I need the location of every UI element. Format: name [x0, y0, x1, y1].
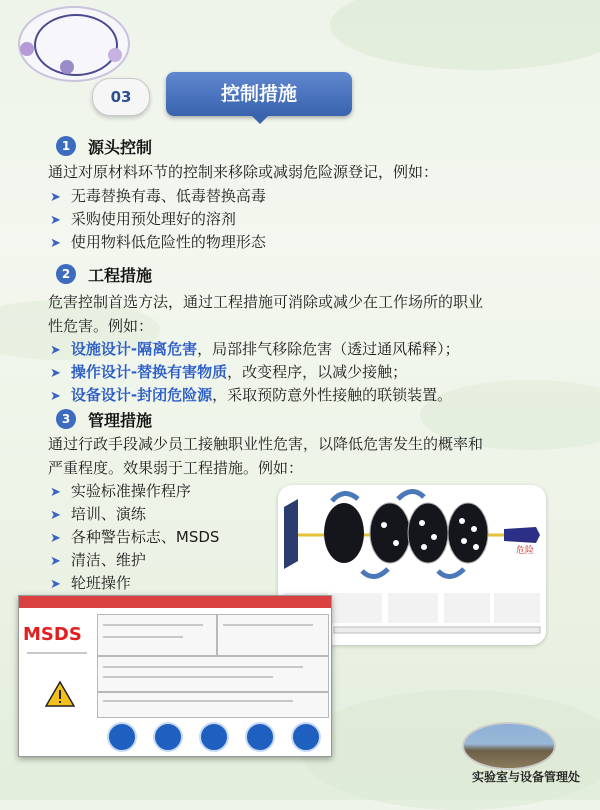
part-2-intro-line: 危害控制首选方法，通过工程措施可消除或减少在工作场所的职业	[48, 293, 484, 311]
ppe-icon	[245, 722, 275, 752]
msds-text-line	[103, 676, 273, 678]
flower-icon	[108, 48, 122, 62]
diagram-caption-block	[494, 593, 540, 623]
msds-table-cell	[217, 614, 329, 656]
part-number-badge: 1	[56, 136, 76, 156]
rotation-arrow	[362, 569, 388, 577]
barrier-disc	[448, 503, 488, 563]
disc-hole	[459, 518, 465, 524]
danger-label: 危险	[516, 546, 535, 556]
arrow-right-icon: ➤	[50, 213, 61, 228]
list-item	[50, 384, 452, 408]
msds-text-line	[223, 624, 313, 626]
msds-table-cell	[97, 656, 329, 692]
part-title: 管理措施	[88, 410, 153, 430]
barrier-disc	[370, 503, 410, 563]
list-item-text: 培训、演练	[70, 505, 146, 523]
arrow-right-icon: ➤	[50, 577, 61, 592]
hazard-arrowhead	[504, 527, 540, 543]
list-item	[50, 503, 146, 527]
msds-sheet-image	[18, 595, 332, 757]
part-3-intro-line: 通过行政手段减少员工接触职业性危害，以降低危害发生的概率和	[48, 435, 484, 453]
list-item	[50, 208, 236, 232]
section-title-banner: 控制措施	[166, 72, 352, 116]
arrow-right-icon: ➤	[50, 485, 61, 500]
list-item	[50, 549, 146, 573]
disc-hole	[421, 544, 427, 550]
disc-hole	[461, 538, 467, 544]
arrow-right-icon: ➤	[50, 554, 61, 569]
part-1-heading	[56, 134, 152, 158]
diagram-caption-block	[444, 593, 490, 623]
source-wall	[284, 499, 298, 569]
disc-hole	[431, 534, 437, 540]
arrow-right-icon: ➤	[50, 366, 61, 381]
barrier-disc	[408, 503, 448, 563]
rotation-arrow	[332, 493, 358, 501]
part-3-heading	[56, 407, 152, 431]
arrow-right-icon: ➤	[50, 343, 61, 358]
arrow-right-icon: ➤	[50, 508, 61, 523]
banner-pointer	[250, 114, 270, 124]
list-item-text: ，局部排气移除危害（透过通风稀释）；	[197, 340, 460, 358]
list-item-text: 无毒替换有毒、低毒替换高毒	[70, 187, 266, 205]
section-number: 03	[92, 78, 150, 116]
part-title: 源头控制	[88, 137, 153, 157]
arrow-right-icon: ➤	[50, 190, 61, 205]
list-item-text: 轮班操作	[70, 574, 131, 592]
disc-hole	[381, 522, 387, 528]
part-title: 工程措施	[88, 265, 153, 285]
list-item	[50, 231, 266, 255]
hazard-warning-icon	[45, 680, 75, 708]
flower-icon	[60, 60, 74, 74]
ppe-icon	[199, 722, 229, 752]
part-1-intro: 通过对原材料环节的控制来移除或减弱危险源登记，例如：	[48, 163, 439, 181]
logo-ring	[34, 14, 118, 76]
university-logo	[18, 6, 130, 82]
arrow-right-icon: ➤	[50, 389, 61, 404]
disc-hole	[473, 544, 479, 550]
list-item-text: ，采取预防意外性接触的联锁装置。	[212, 386, 453, 404]
list-item	[50, 361, 407, 385]
msds-text-line	[103, 624, 203, 626]
list-item	[50, 185, 266, 209]
msds-label: MSDS	[23, 624, 82, 645]
ppe-icon	[291, 722, 321, 752]
list-item-highlight: 设备设计-封闭危险源	[70, 386, 213, 404]
rotation-arrow	[438, 569, 464, 577]
arrow-right-icon: ➤	[50, 531, 61, 546]
list-item	[50, 572, 131, 596]
msds-text-line	[27, 652, 87, 654]
ppe-icon	[153, 722, 183, 752]
disc-hole	[419, 520, 425, 526]
part-3-intro-line: 严重程度。效果弱于工程措施。例如：	[48, 459, 304, 477]
msds-text-line	[103, 666, 303, 668]
diagram-caption-block	[388, 593, 438, 623]
disc-hole	[393, 540, 399, 546]
msds-table-cell	[97, 692, 329, 718]
diagram-scale-bar	[334, 627, 540, 633]
list-item-text: 使用物料低危险性的物理形态	[70, 233, 266, 251]
part-2-heading	[56, 262, 152, 286]
campus-gate-photo	[462, 722, 556, 770]
list-item	[50, 526, 219, 550]
msds-text-line	[103, 700, 293, 702]
ppe-icon	[107, 722, 137, 752]
part-number-badge: 2	[56, 264, 76, 284]
list-item-text: 实验标准操作程序	[70, 482, 191, 500]
arrow-right-icon: ➤	[50, 236, 61, 251]
list-item	[50, 480, 191, 504]
department-name: 实验室与设备管理处	[471, 770, 580, 784]
part-2-intro-line: 性危害。例如：	[48, 317, 154, 335]
msds-text-line	[103, 636, 183, 638]
list-item-text: 各种警告标志、MSDS	[70, 528, 220, 546]
flower-icon	[20, 42, 34, 56]
part-number-badge: 3	[56, 409, 76, 429]
list-item-text: ，改变程序，以减少接触；	[227, 363, 408, 381]
diagram-caption-block	[332, 593, 382, 623]
list-item	[50, 338, 460, 362]
list-item-highlight: 操作设计-替换有害物质	[70, 363, 228, 381]
disc-hole	[471, 526, 477, 532]
list-item-text: 采购使用预处理好的溶剂	[70, 210, 236, 228]
list-item-highlight: 设施设计-隔离危害	[70, 340, 198, 358]
mist-decoration	[330, 0, 600, 70]
msds-table-cell	[97, 614, 217, 656]
msds-top-band	[19, 596, 331, 608]
list-item-text: 清洁、维护	[70, 551, 146, 569]
rotation-arrow	[398, 491, 424, 499]
barrier-disc	[324, 503, 364, 563]
